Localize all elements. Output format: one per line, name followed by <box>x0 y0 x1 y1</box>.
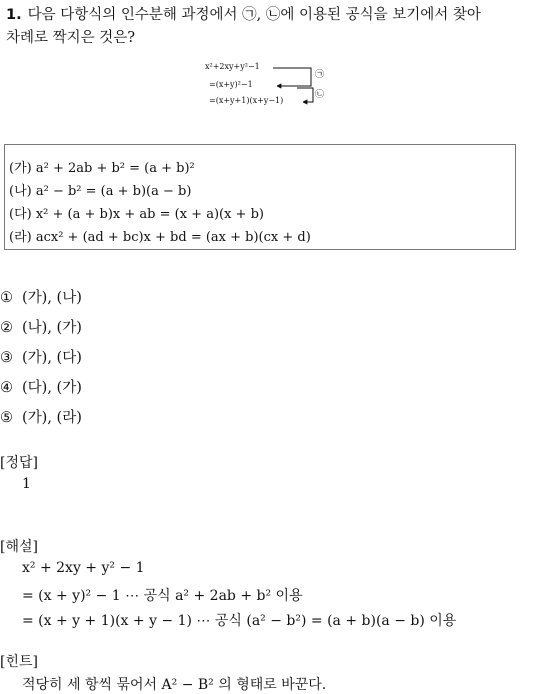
bogi-tag: (라) <box>9 230 32 245</box>
option-text: (나), (가) <box>22 320 82 336</box>
bogi-formula: a² + 2ab + b² = (a + b)² <box>35 161 195 176</box>
bogi-item <box>9 157 195 176</box>
question-line-2: 차례로 짝지은 것은? <box>6 30 136 46</box>
bogi-item <box>9 226 311 245</box>
explanation-line-3: = (x + y + 1)(x + y − 1) ⋯ 공식 (a² − b²) = (a + b)(a − b) 이용 <box>22 613 457 629</box>
answer-label: [정답] <box>0 455 38 471</box>
bogi-item <box>9 180 191 199</box>
option-number: ③ <box>0 350 13 366</box>
question-text <box>6 4 531 50</box>
option-text: (가), (나) <box>22 290 82 306</box>
question-line-1: 다음 다항식의 인수분해 과정에서 ㉠, ㉡에 이용된 공식을 보기에서 찾아 <box>27 7 481 23</box>
bogi-formula: x² + (a + b)x + ab = (x + a)(x + b) <box>35 207 264 222</box>
bogi-tag: (가) <box>9 161 32 176</box>
figure-line-2: =(x+y)²−1 <box>209 80 253 89</box>
option-text: (가), (라) <box>22 410 82 426</box>
option-number: ④ <box>0 380 13 396</box>
factorization-figure <box>205 58 335 110</box>
explanation-line-1: x² + 2xy + y² − 1 <box>22 560 145 576</box>
explanation-label: [해설] <box>0 539 38 555</box>
option-number: ① <box>0 290 13 306</box>
option-5[interactable] <box>0 406 82 427</box>
hint-label: [힌트] <box>0 654 38 670</box>
figure-line-3: =(x+y+1)(x+y−1) <box>209 96 284 105</box>
option-number: ② <box>0 320 13 336</box>
bogi-formula: acx² + (ad + bc)x + bd = (ax + b)(cx + d) <box>35 230 311 245</box>
bogi-tag: (다) <box>9 207 32 222</box>
bogi-formula: a² − b² = (a + b)(a − b) <box>35 184 192 199</box>
hint-text: 적당히 세 항씩 묶어서 A² − B² 의 형태로 바꾼다. <box>22 677 327 693</box>
option-1[interactable] <box>0 286 82 307</box>
option-text: (다), (가) <box>22 380 82 396</box>
question-number: 1. <box>6 7 22 23</box>
option-text: (가), (다) <box>22 350 82 366</box>
figure-line-1: x²+2xy+y²−1 <box>205 62 260 71</box>
option-3[interactable] <box>0 346 82 367</box>
option-number: ⑤ <box>0 410 13 426</box>
figure-mark-2: ㉡ <box>315 90 325 100</box>
option-2[interactable] <box>0 316 82 337</box>
bogi-box <box>4 144 516 250</box>
bracket-arrows <box>205 58 335 110</box>
option-4[interactable] <box>0 376 82 397</box>
explanation-line-2: = (x + y)² − 1 ⋯ 공식 a² + 2ab + b² 이용 <box>22 588 303 604</box>
figure-mark-1: ㉠ <box>315 70 325 80</box>
bogi-item <box>9 203 264 222</box>
bogi-tag: (나) <box>9 184 32 199</box>
answer-value: 1 <box>22 476 31 492</box>
